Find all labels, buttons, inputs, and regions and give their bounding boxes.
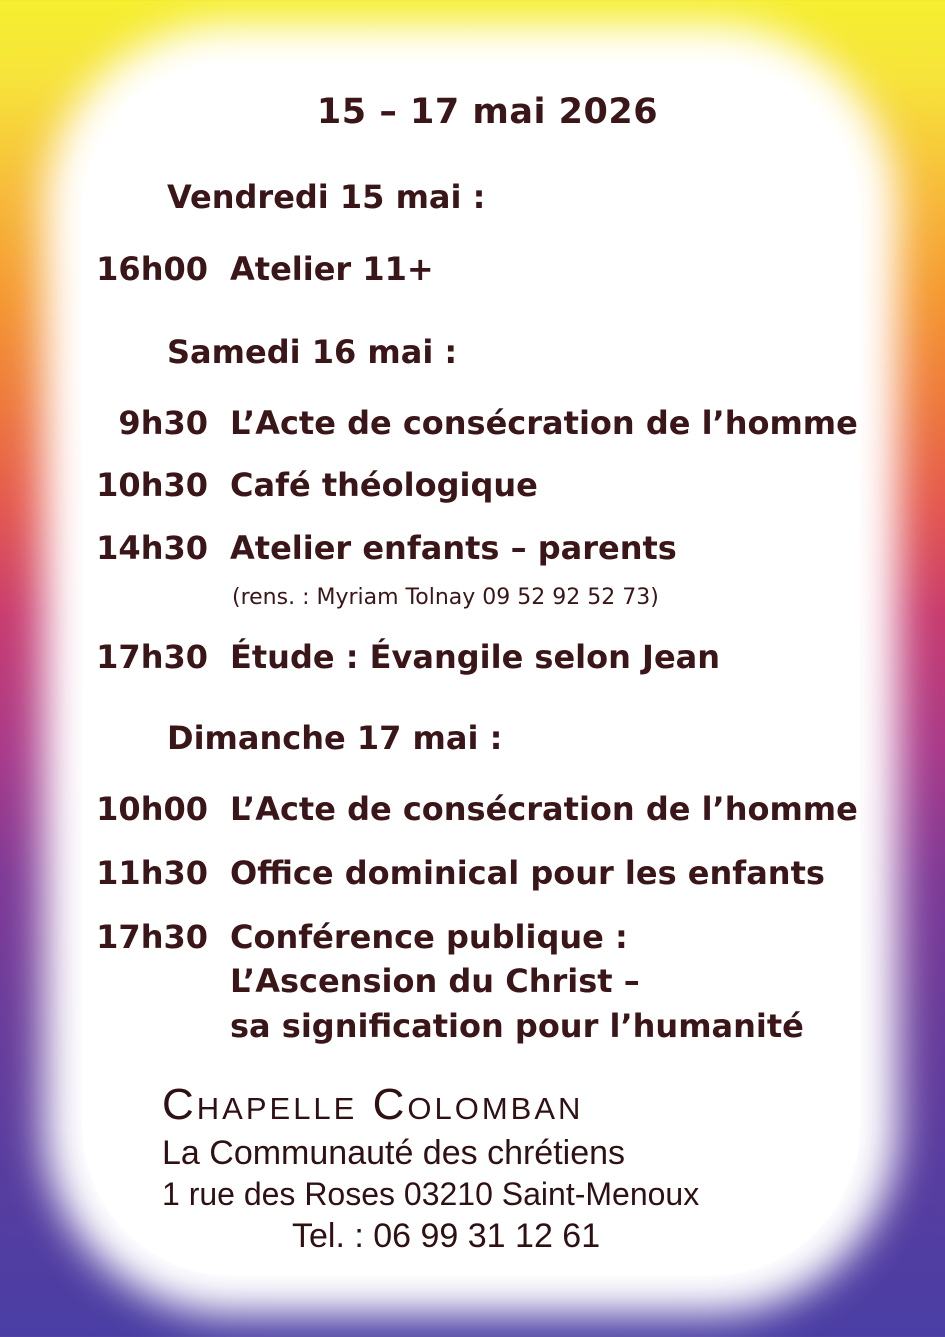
event-label: L’Acte de consécration de l’homme <box>230 790 858 828</box>
event-time: 9h30 <box>118 404 208 442</box>
event-time: 11h30 <box>96 854 208 892</box>
event-label: Atelier 11+ <box>230 250 434 288</box>
event-time: 10h30 <box>96 466 208 504</box>
day-heading-friday: Vendredi 15 mai : <box>167 178 486 216</box>
event-label: L’Acte de consécration de l’homme <box>230 404 858 442</box>
event-label: Atelier enfants – parents <box>230 529 677 567</box>
event-time: 10h00 <box>96 790 208 828</box>
phone-number: Tel. : 06 99 31 12 61 <box>292 1217 601 1255</box>
event-note: (rens. : Myriam Tolnay 09 52 92 52 73) <box>232 585 659 610</box>
event-time: 16h00 <box>96 250 208 288</box>
event-label: Étude : Évangile selon Jean <box>230 638 721 676</box>
event-time: 14h30 <box>96 529 208 567</box>
day-heading-saturday: Samedi 16 mai : <box>167 333 458 371</box>
day-heading-sunday: Dimanche 17 mai : <box>167 719 503 757</box>
address: 1 rue des Roses 03210 Saint-Menoux <box>162 1176 700 1212</box>
chapel-name: Chapelle Colomban <box>162 1080 584 1129</box>
event-label: Conférence publique : <box>230 918 628 956</box>
event-time: 17h30 <box>96 918 208 956</box>
event-label-line2: L’Ascension du Christ – <box>230 962 640 1000</box>
community-name: La Communauté des chrétiens <box>162 1134 626 1172</box>
event-label: Café théologique <box>230 466 538 504</box>
event-label: Office dominical pour les enfants <box>230 854 825 892</box>
event-time: 17h30 <box>96 638 208 676</box>
event-label-line3: sa signification pour l’humanité <box>230 1007 804 1045</box>
event-dates: 15 – 17 mai 2026 <box>316 92 659 132</box>
